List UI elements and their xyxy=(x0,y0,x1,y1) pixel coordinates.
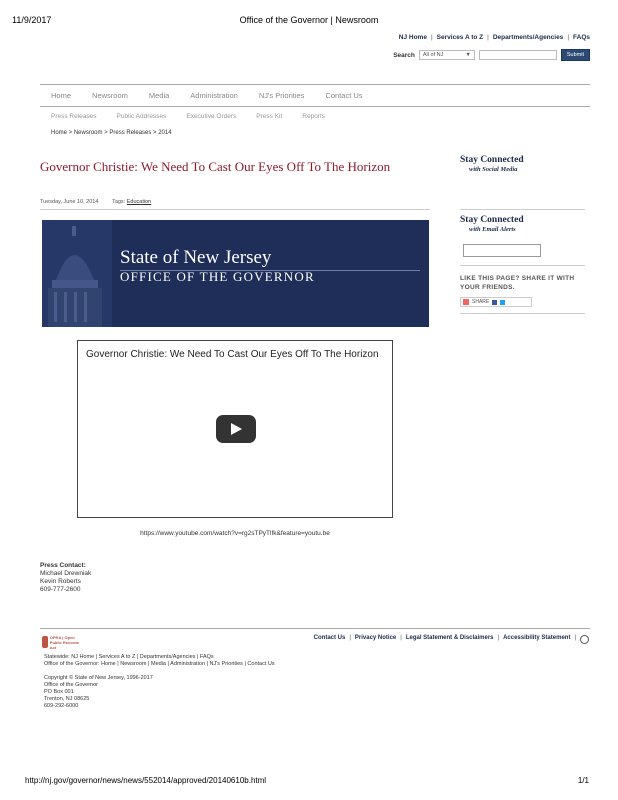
tags-label: Tags: xyxy=(112,199,126,205)
footer-link-privacy[interactable]: Privacy Notice xyxy=(354,635,397,641)
utility-nav xyxy=(399,34,590,41)
main-nav xyxy=(51,91,363,100)
footer-link-contact[interactable]: Contact Us xyxy=(313,635,346,641)
video-title: Governor Christie: We Need To Cast Our Eyes Off To The Horizon xyxy=(86,349,379,360)
opra-icon xyxy=(42,636,48,648)
sub-nav xyxy=(51,113,325,120)
footer-link-accessibility[interactable]: Accessibility Statement xyxy=(503,635,571,641)
article-meta xyxy=(40,199,430,210)
email-field[interactable] xyxy=(463,244,541,257)
print-page: 1/1 xyxy=(577,776,589,785)
submit-button[interactable]: Submit xyxy=(561,49,590,61)
share-button[interactable] xyxy=(460,297,532,307)
page-title: Governor Christie: We Need To Cast Our Eyes Off To The Horizon xyxy=(40,159,391,174)
article-date: Tuesday, June 10, 2014 xyxy=(40,199,99,205)
address-line: PO Box 001 xyxy=(44,689,74,695)
nav-item-media[interactable]: Media xyxy=(148,91,170,100)
separator: | xyxy=(487,34,489,41)
separator: | xyxy=(430,34,433,41)
nav-item-priorities[interactable]: NJ's Priorities xyxy=(258,91,305,100)
separator: | xyxy=(574,635,576,641)
social-subheading[interactable]: with Social Media xyxy=(469,166,518,173)
opra-logo[interactable] xyxy=(42,635,80,649)
nav-divider xyxy=(40,106,590,107)
address-phone: 609-292-6000 xyxy=(44,703,79,709)
footer-link-legal[interactable]: Legal Statement & Disclaimers xyxy=(405,635,494,641)
governor-banner xyxy=(42,220,429,327)
subnav-press-kit[interactable]: Press Kit xyxy=(256,113,283,120)
footer-divider xyxy=(40,628,590,629)
nav-divider xyxy=(40,84,590,85)
util-link-departments[interactable]: Departments/Agencies xyxy=(492,34,564,41)
nav-item-contact[interactable]: Contact Us xyxy=(325,91,363,100)
print-title: Office of the Governor | Newsroom xyxy=(239,15,379,25)
separator: | xyxy=(349,635,351,641)
breadcrumb[interactable]: Home > Newsroom > Press Releases > 2014 xyxy=(51,130,172,136)
facebook-icon xyxy=(492,300,497,305)
separator: | xyxy=(497,635,500,641)
capitol-dome-icon xyxy=(42,220,112,327)
footer-office[interactable]: Office of the Governor: Home | Newsroom | Media | Administration | NJ's Priorities | Contact Us xyxy=(44,661,275,667)
util-link-faqs[interactable]: FAQs xyxy=(573,34,590,41)
opra-text: OPRA | Open Public Records Act xyxy=(49,634,79,650)
social-heading: Stay Connected xyxy=(460,155,524,165)
subnav-public-addresses[interactable]: Public Addresses xyxy=(116,113,167,120)
nav-item-newsroom[interactable]: Newsroom xyxy=(92,91,128,100)
share-label: SHARE xyxy=(472,299,490,305)
banner-subtitle: OFFICE OF THE GOVERNOR xyxy=(120,269,315,284)
search-scope-value: All of NJ xyxy=(422,52,444,58)
footer-statewide[interactable]: Statewide: NJ Home | Services A to Z | Departments/Agencies | FAQs xyxy=(44,654,214,660)
util-link-services[interactable]: Services A to Z xyxy=(436,34,484,41)
util-link-nj-home[interactable]: NJ Home xyxy=(398,34,427,41)
sidebar-divider xyxy=(460,265,585,266)
email-subheading[interactable]: with Email Alerts xyxy=(469,226,516,233)
play-icon xyxy=(231,423,242,435)
press-contact xyxy=(40,562,91,594)
nav-item-administration[interactable]: Administration xyxy=(190,91,238,100)
search-input[interactable] xyxy=(479,50,557,60)
separator: | xyxy=(400,635,402,641)
search-scope-select[interactable] xyxy=(419,50,475,60)
contact-name: Michael Drewniak xyxy=(40,570,92,577)
search-bar xyxy=(393,49,590,61)
video-url[interactable]: https://www.youtube.com/watch?v=rg2sTPyTlfk&feature=youtu.be xyxy=(140,530,330,537)
print-url: http://nj.gov/governor/news/news/552014/approved/20140610b.html xyxy=(25,776,267,785)
subnav-reports[interactable]: Reports xyxy=(302,113,326,120)
address-line: Trenton, NJ 08625 xyxy=(44,696,90,702)
tag-link-education[interactable]: Education xyxy=(126,199,152,205)
chevron-down-icon: ▼ xyxy=(465,52,471,58)
banner-title: State of New Jersey xyxy=(120,247,272,268)
subnav-press-releases[interactable]: Press Releases xyxy=(51,113,97,120)
nj-seal-icon xyxy=(580,635,589,644)
email-heading: Stay Connected xyxy=(460,215,524,225)
footer-address xyxy=(44,675,153,710)
address-line: Office of the Governor xyxy=(44,682,99,688)
sidebar-divider xyxy=(460,209,585,210)
contact-name: Kevin Roberts xyxy=(40,578,81,585)
video-player[interactable] xyxy=(77,340,393,518)
contact-phone: 609-777-2600 xyxy=(40,586,81,593)
twitter-icon xyxy=(500,300,505,305)
copyright: Copyright © State of New Jersey, 1996-2017 xyxy=(44,675,153,681)
share-prompt: LIKE THIS PAGE? SHARE IT WITH YOUR FRIENDS. xyxy=(460,275,575,291)
subnav-executive-orders[interactable]: Executive Orders xyxy=(186,113,237,120)
sidebar-divider xyxy=(460,313,585,314)
nav-item-home[interactable]: Home xyxy=(51,91,72,100)
separator: | xyxy=(567,34,570,41)
play-button[interactable] xyxy=(216,415,256,443)
search-label: Search xyxy=(393,51,415,59)
footer-links xyxy=(314,635,576,641)
print-date: 11/9/2017 xyxy=(12,15,52,25)
press-contact-label: Press Contact: xyxy=(40,562,86,569)
share-icon xyxy=(463,299,469,305)
